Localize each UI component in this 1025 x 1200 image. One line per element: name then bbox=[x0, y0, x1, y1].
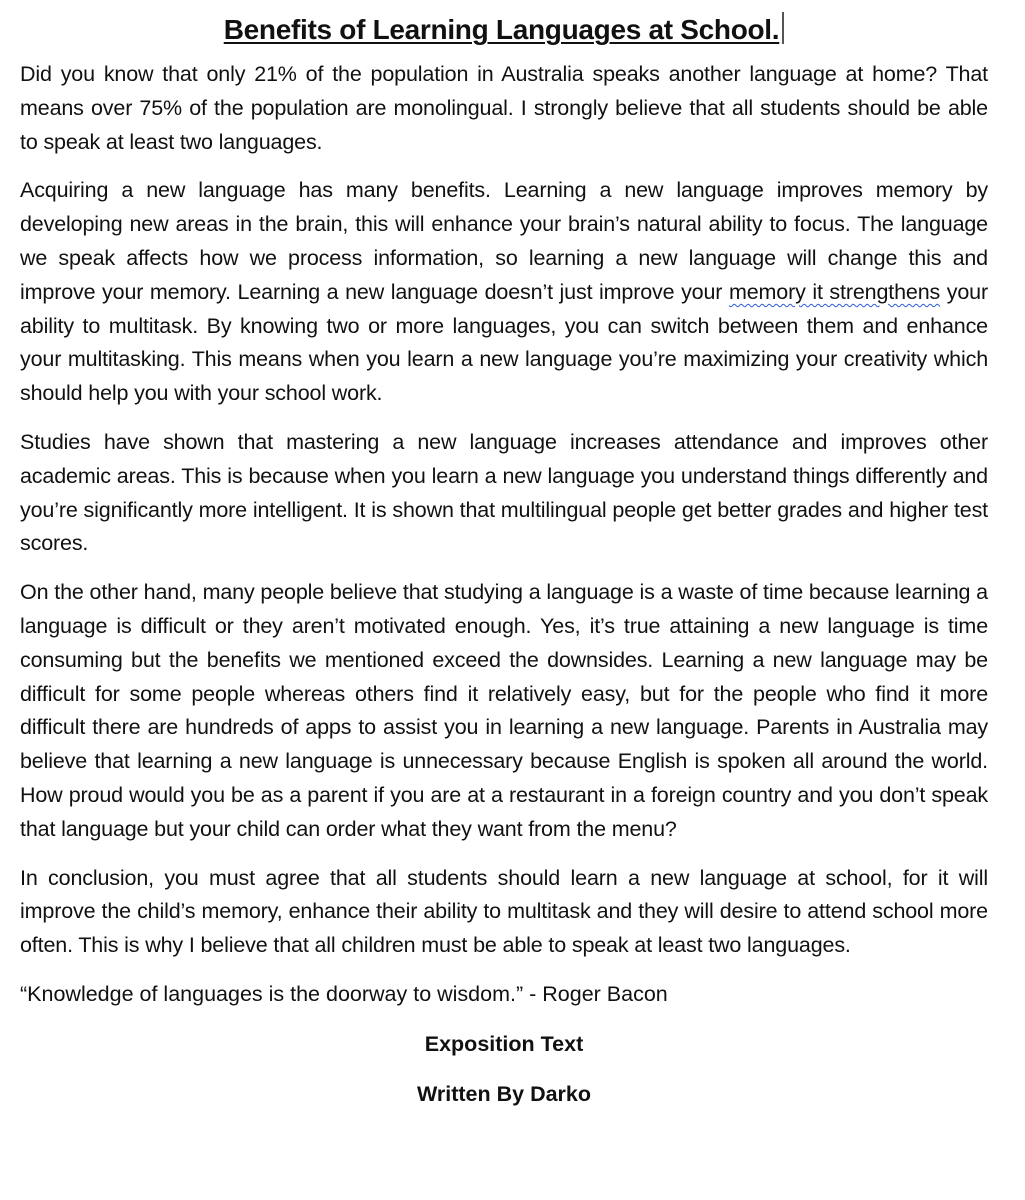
paragraph-studies[interactable]: Studies have shown that mastering a new language increases attendance and improves other academic areas. This is because when you learn a new language you understand things differently and you’re significantly more intelligent. It is shown that multilingual people get better grades and higher test scores. bbox=[20, 429, 988, 556]
paragraph-benefits[interactable] bbox=[20, 174, 988, 411]
genre-label[interactable]: Exposition Text bbox=[424, 1031, 584, 1056]
title-row bbox=[20, 8, 988, 58]
quote-line[interactable]: “Knowledge of languages is the doorway to wisdom.” - Roger Bacon bbox=[20, 981, 668, 1006]
author-byline[interactable]: Written By Darko bbox=[416, 1081, 592, 1106]
document-title[interactable]: Benefits of Learning Languages at School. bbox=[223, 14, 780, 45]
spellcheck-flagged-text[interactable]: memory it strengthens bbox=[728, 279, 941, 304]
paragraph-counterargument[interactable]: On the other hand, many people believe that studying a language is a waste of time because learning a language is difficult or they aren’t motivated enough. Yes, it’s true attaining a new language is time consuming but the benefits we mentioned exceed the downsides. Learning a new language may be difficult for some people whereas others find it relatively easy, but for the people who find it more difficult there are hundreds of apps to assist you in learning a new language. Parents in Australia may believe that learning a new language is unnecessary because English is spoken all around the world. How proud would you be as a parent if you are at a restaurant in a foreign country and you don’t speak that language but your child can order what they want from the menu? bbox=[20, 580, 988, 841]
paragraph-benefits-end: your ability to multitask. By knowing two or more languages, you can switch between them and enhance your multitasking. This means when you learn a new language you’re maximizing your creativity which should help you with your school work. bbox=[20, 279, 988, 406]
paragraph-benefits-start: Acquiring a new language has many benefits. Learning a new language improves memory by developing new areas in the brain, this will enhance your brain’s natural ability to focus. The language we speak affects how we process information, so learning a new language will change this and improve your memory. Learning a new language doesn’t just improve your bbox=[20, 178, 988, 304]
text-cursor bbox=[782, 12, 784, 44]
paragraph-intro[interactable]: Did you know that only 21% of the population in Australia speaks another language at home? That means over 75% of the population are monolingual. I strongly believe that all students should be able to speak at least two languages. bbox=[20, 62, 988, 154]
paragraph-conclusion[interactable]: In conclusion, you must agree that all students should learn a new language at school, for it will improve the child’s memory, enhance their ability to multitask and they will desire to attend school more often. This is why I believe that all children must be able to speak at least two languages. bbox=[20, 865, 988, 958]
